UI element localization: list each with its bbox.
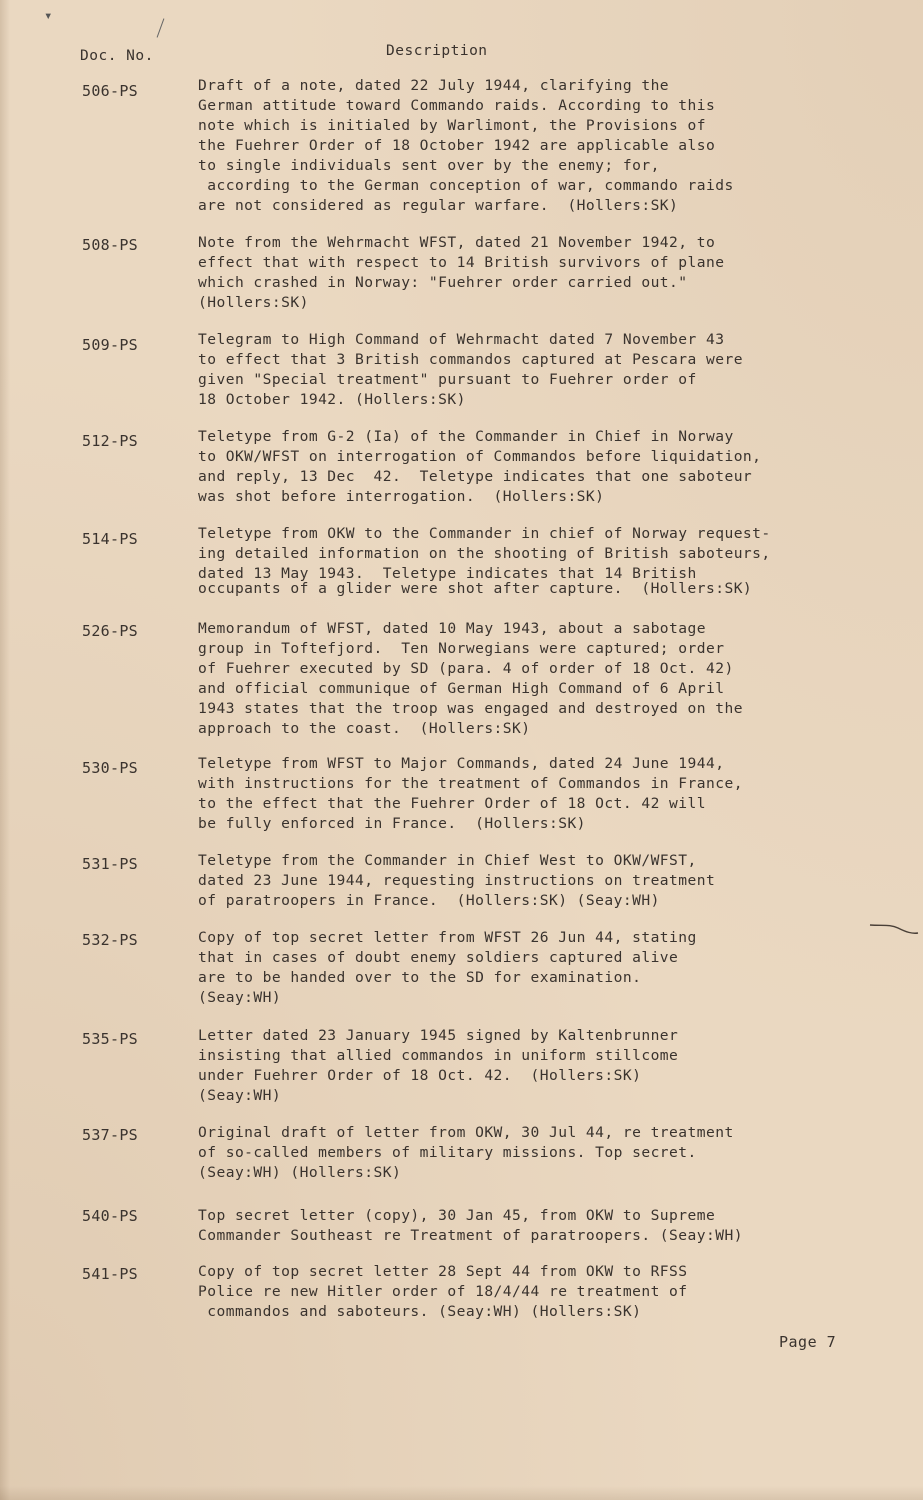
description-line: was shot before interrogation. (Hollers:SK) xyxy=(198,488,605,505)
doc-number: 537-PS xyxy=(82,1126,138,1144)
description-line: dated 23 June 1944, requesting instructions on treatment xyxy=(198,872,716,889)
description-line: dated 13 May 1943. Teletype indicates that 14 British xyxy=(198,565,697,582)
description-line: are not considered as regular warfare. (Hollers:SK) xyxy=(198,197,679,214)
description-line: Teletype from WFST to Major Commands, dated 24 June 1944, xyxy=(198,755,725,772)
description-line: (Hollers:SK) xyxy=(198,294,309,311)
doc-number: 508-PS xyxy=(82,236,138,254)
description-line: of so-called members of military missions. Top secret. xyxy=(198,1144,697,1161)
description-line: and reply, 13 Dec 42. Teletype indicates that one saboteur xyxy=(198,468,753,485)
description-line: Copy of top secret letter 28 Sept 44 from OKW to RFSS xyxy=(198,1263,688,1280)
doc-number: 506-PS xyxy=(82,82,138,100)
description-column-header: Description xyxy=(386,43,488,59)
page-number: Page 7 xyxy=(779,1333,837,1351)
description-line: under Fuehrer Order of 18 Oct. 42. (Hollers:SK) xyxy=(198,1067,642,1084)
description-line: (Seay:WH) (Hollers:SK) xyxy=(198,1164,402,1181)
description-line: Letter dated 23 January 1945 signed by Kaltenbrunner xyxy=(198,1027,679,1044)
description-line: commandos and saboteurs. (Seay:WH) (Hollers:SK) xyxy=(198,1303,642,1320)
description-line: (Seay:WH) xyxy=(198,989,282,1006)
doc-number: 531-PS xyxy=(82,855,138,873)
entry-description xyxy=(198,330,798,410)
pencil-mark xyxy=(157,18,165,37)
doc-number: 535-PS xyxy=(82,1030,138,1048)
ink-mark: ▾ xyxy=(44,8,53,24)
entry-description xyxy=(198,524,798,599)
doc-number: 514-PS xyxy=(82,530,138,548)
doc-no-column-header: Doc. No. xyxy=(80,48,154,64)
description-line: with instructions for the treatment of Commandos in France, xyxy=(198,775,743,792)
entry-description xyxy=(198,928,798,1008)
doc-number: 540-PS xyxy=(82,1207,138,1225)
description-line: note which is initialed by Warlimont, the Provisions of xyxy=(198,117,706,134)
description-line: to effect that 3 British commandos captured at Pescara were xyxy=(198,351,743,368)
description-line: Draft of a note, dated 22 July 1944, clarifying the xyxy=(198,77,670,94)
entry-description xyxy=(198,427,798,507)
description-line: Commander Southeast re Treatment of paratroopers. (Seay:WH) xyxy=(198,1227,743,1244)
description-line: and official communique of German High Command of 6 April xyxy=(198,680,725,697)
doc-number: 532-PS xyxy=(82,931,138,949)
entry-description xyxy=(198,1206,798,1246)
description-line: given "Special treatment" pursuant to Fuehrer order of xyxy=(198,371,697,388)
description-line: 18 October 1942. (Hollers:SK) xyxy=(198,391,466,408)
description-line: 1943 states that the troop was engaged and destroyed on the xyxy=(198,700,743,717)
description-line: which crashed in Norway: "Fuehrer order carried out." xyxy=(198,274,688,291)
description-line: Copy of top secret letter from WFST 26 Jun 44, stating xyxy=(198,929,697,946)
description-line: are to be handed over to the SD for examination. xyxy=(198,969,642,986)
description-line: Memorandum of WFST, dated 10 May 1943, about a sabotage xyxy=(198,620,706,637)
description-line: Original draft of letter from OKW, 30 Jul 44, re treatment xyxy=(198,1124,734,1141)
description-line: Teletype from OKW to the Commander in chief of Norway request- xyxy=(198,525,771,542)
doc-number: 526-PS xyxy=(82,622,138,640)
description-line: Police re new Hitler order of 18/4/44 re treatment of xyxy=(198,1283,688,1300)
description-line: German attitude toward Commando raids. According to this xyxy=(198,97,716,114)
entry-description xyxy=(198,619,798,739)
description-line: (Seay:WH) xyxy=(198,1087,282,1104)
entry-description xyxy=(198,851,798,911)
description-line: to OKW/WFST on interrogation of Commandos before liquidation, xyxy=(198,448,762,465)
description-line: approach to the coast. (Hollers:SK) xyxy=(198,720,531,737)
entry-description xyxy=(198,1262,798,1322)
description-line: to the effect that the Fuehrer Order of 18 Oct. 42 will xyxy=(198,795,706,812)
description-line: to single individuals sent over by the enemy; for, xyxy=(198,157,660,174)
description-line: the Fuehrer Order of 18 October 1942 are applicable also xyxy=(198,137,716,154)
description-line: Teletype from G-2 (Ia) of the Commander in Chief in Norway xyxy=(198,428,734,445)
entry-description xyxy=(198,754,798,834)
ink-scribble-mark xyxy=(868,922,920,936)
description-line: effect that with respect to 14 British survivors of plane xyxy=(198,254,725,271)
description-line: Note from the Wehrmacht WFST, dated 21 November 1942, to xyxy=(198,234,716,251)
description-line: occupants of a glider were shot after capture. (Hollers:SK) xyxy=(198,580,753,597)
description-line: that in cases of doubt enemy soldiers captured alive xyxy=(198,949,679,966)
description-line: ing detailed information on the shooting of British saboteurs, xyxy=(198,545,771,562)
description-line: group in Toftefjord. Ten Norwegians were captured; order xyxy=(198,640,725,657)
description-line: of paratroopers in France. (Hollers:SK) (Seay:WH) xyxy=(198,892,660,909)
entry-description xyxy=(198,1123,798,1183)
page-edge-shadow xyxy=(0,0,10,1500)
doc-number: 541-PS xyxy=(82,1265,138,1283)
entry-description xyxy=(198,76,798,216)
description-line: Top secret letter (copy), 30 Jan 45, from OKW to Supreme xyxy=(198,1207,716,1224)
description-line: insisting that allied commandos in uniform stillcome xyxy=(198,1047,679,1064)
description-line: Teletype from the Commander in Chief West to OKW/WFST, xyxy=(198,852,697,869)
entry-description xyxy=(198,233,798,313)
entry-description xyxy=(198,1026,798,1106)
description-line: Telegram to High Command of Wehrmacht dated 7 November 43 xyxy=(198,331,725,348)
doc-number: 530-PS xyxy=(82,759,138,777)
doc-number: 512-PS xyxy=(82,432,138,450)
description-line: be fully enforced in France. (Hollers:SK) xyxy=(198,815,586,832)
page-bottom-shadow xyxy=(0,1486,923,1500)
description-line: according to the German conception of war, commando raids xyxy=(198,177,734,194)
doc-number: 509-PS xyxy=(82,336,138,354)
description-line: of Fuehrer executed by SD (para. 4 of order of 18 Oct. 42) xyxy=(198,660,734,677)
